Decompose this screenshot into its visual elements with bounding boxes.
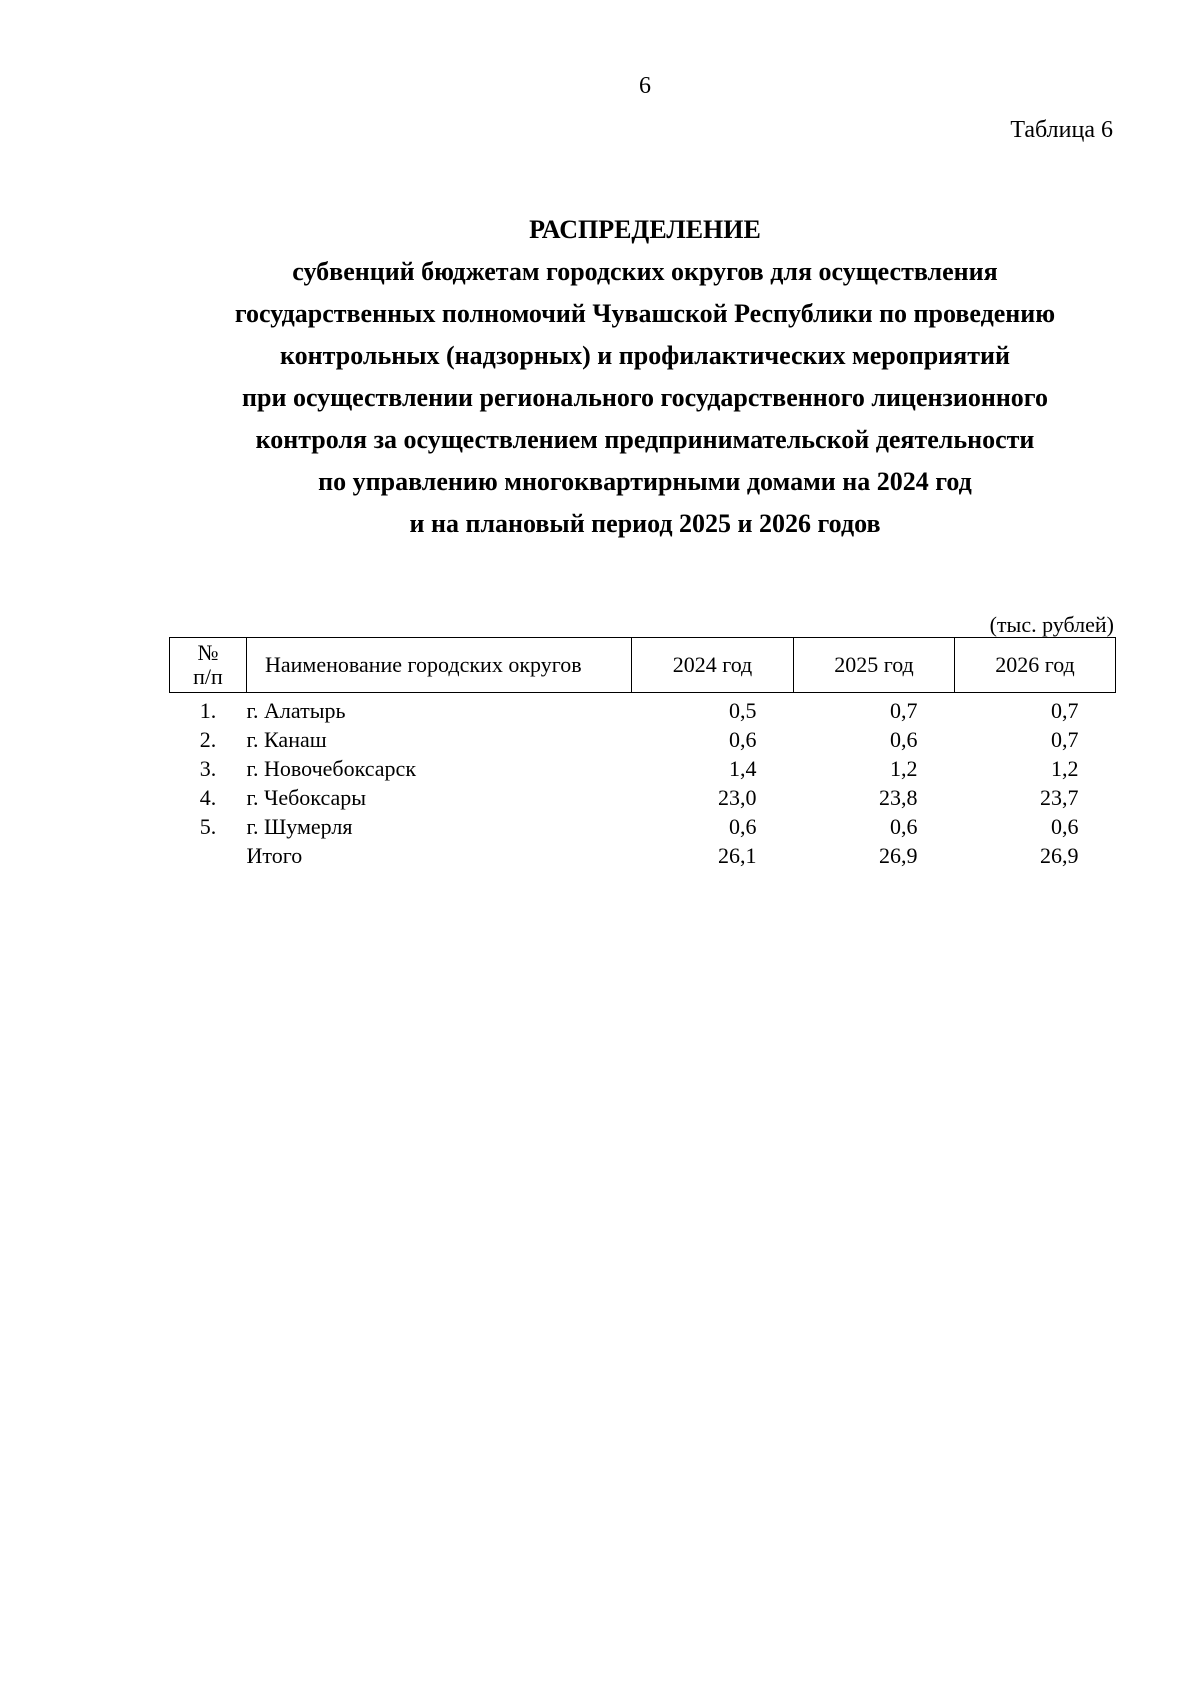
units-label: (тыс. рублей) (989, 612, 1114, 637)
row-2026: 0,7 (1051, 698, 1079, 723)
row-name: г. Чебоксары (246, 785, 367, 810)
header-number (170, 638, 247, 693)
page-number: 6 (639, 73, 651, 99)
row-number: 2. (199, 727, 217, 752)
title-line: государственных полномочий Чувашской Республики по проведению (234, 299, 1056, 328)
row-name: г. Канаш (246, 727, 327, 752)
row-name: г. Шумерля (246, 814, 353, 839)
row-2026: 0,7 (1051, 727, 1079, 752)
document-title (150, 209, 1140, 545)
header-2024: 2024 год (632, 638, 794, 693)
row-2026: 0,6 (1051, 814, 1079, 839)
table-number-label: Таблица 6 (1010, 117, 1113, 143)
header-2026: 2026 год (955, 638, 1116, 693)
row-2024: 0,6 (729, 814, 757, 839)
row-2024: 23,0 (718, 785, 757, 810)
title-line: при осуществлении регионального государственного лицензионного (242, 383, 1048, 412)
row-number: 3. (199, 756, 217, 781)
row-name: г. Новочебоксарск (246, 756, 417, 781)
title-line: по управлению многоквартирными домами на 2024 год (318, 467, 972, 496)
table-row (170, 812, 1116, 841)
total-label: Итого (246, 843, 303, 868)
title-heading: РАСПРЕДЕЛЕНИЕ (529, 215, 761, 244)
row-2025: 0,6 (890, 814, 918, 839)
row-2025: 23,8 (879, 785, 918, 810)
total-2026: 26,9 (1040, 843, 1079, 868)
row-2024: 0,5 (729, 698, 757, 723)
header-number-line2: п/п (193, 664, 223, 689)
table-header-row (170, 638, 1116, 693)
row-number: 4. (199, 785, 217, 810)
header-number-line1: № (197, 640, 219, 665)
row-2025: 0,7 (890, 698, 918, 723)
row-2026: 23,7 (1040, 785, 1079, 810)
row-number: 1. (199, 698, 217, 723)
table-row (170, 693, 1116, 726)
row-2025: 0,6 (890, 727, 918, 752)
total-2025: 26,9 (879, 843, 918, 868)
table-row (170, 754, 1116, 783)
row-2026: 1,2 (1051, 756, 1079, 781)
row-2024: 0,6 (729, 727, 757, 752)
table-total-row (170, 841, 1116, 870)
total-2024: 26,1 (718, 843, 757, 868)
row-2024: 1,4 (729, 756, 757, 781)
table-row (170, 725, 1116, 754)
header-2025: 2025 год (794, 638, 955, 693)
row-name: г. Алатырь (246, 698, 346, 723)
distribution-table (169, 637, 1116, 870)
total-number (170, 841, 247, 870)
table-row (170, 783, 1116, 812)
header-name: Наименование городских округов (247, 638, 632, 693)
title-line: и на плановый период 2025 и 2026 годов (409, 509, 881, 538)
title-line: субвенций бюджетам городских округов для осуществления (292, 257, 998, 286)
title-line: контрольных (надзорных) и профилактических мероприятий (280, 341, 1010, 370)
row-2025: 1,2 (890, 756, 918, 781)
title-line: контроля за осуществлением предпринимательской деятельности (255, 425, 1035, 454)
row-number: 5. (199, 814, 217, 839)
